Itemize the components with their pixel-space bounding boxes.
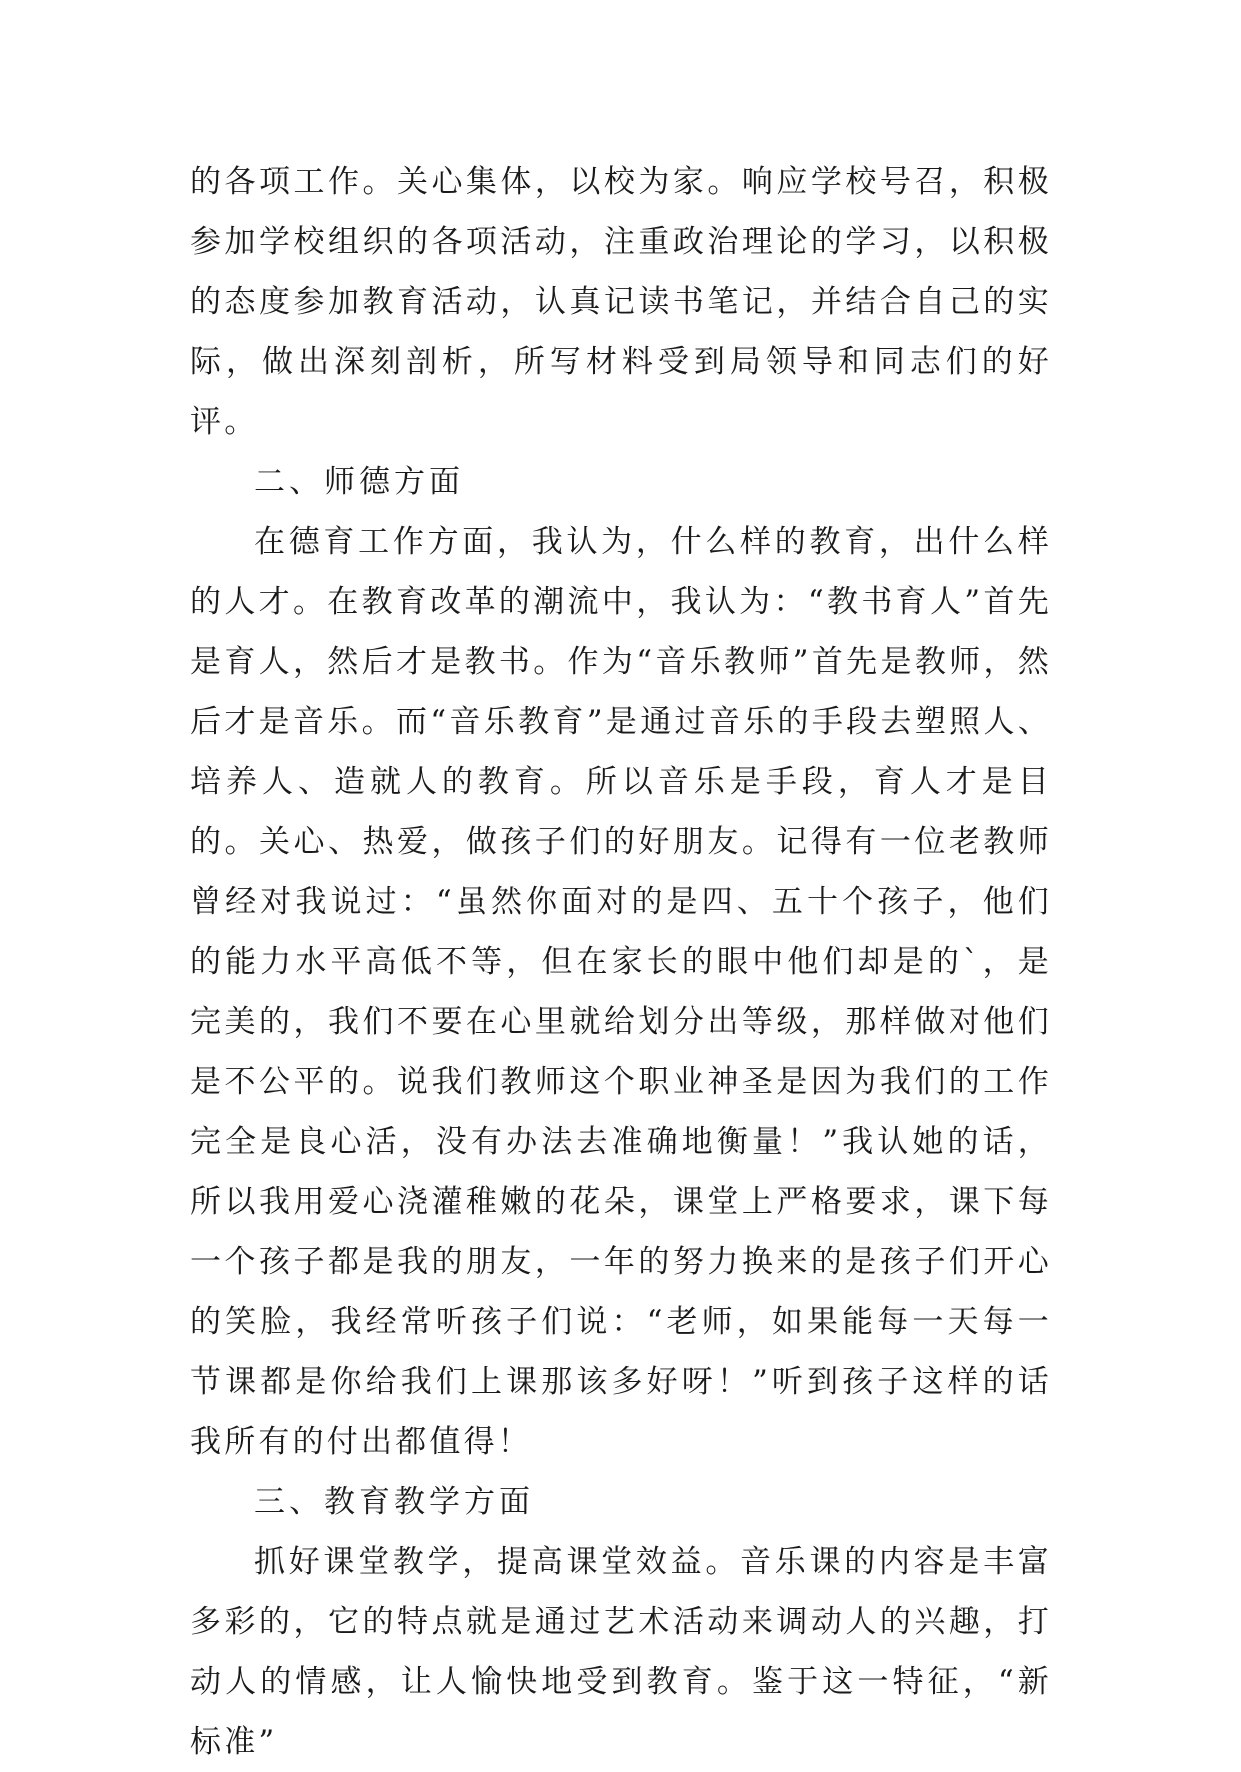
paragraph-classroom-teaching: 抓好课堂教学，提高课堂效益。音乐课的内容是丰富多彩的，它的特点就是通过艺术活动来调动人的兴趣，打动人的情感，让人愉快地受到教育。鉴于这一特征，“新标准” — [190, 1544, 1052, 1760]
section-heading-teaching: 三、教育教学方面 — [254, 1484, 534, 1520]
paragraph-moral-education: 在德育工作方面，我认为，什么样的教育，出什么样的人才。在教育改革的潮流中，我认为：“教书育人”首先是育人，然后才是教书。作为“音乐教师”首先是教师，然后才是音乐。而“音乐教育”是通过音乐的手段去塑照人、培养人、造就人的教育。所以音乐是手段，育人才是目的。关心、热爱，做孩子们的好朋友。记得有一位老教师曾经对我说过：“虽然你面对的是四、五十个孩子，他们的能力水平高低不等，但在家长的眼中他们却是的`，是完美的，我们不要在心里就给划分出等级，那样做对他们是不公平的。说我们教师这个职业神圣是因为我们的工作完全是良心活，没有办法去准确地衡量！”我认她的话，所以我用爱心浇灌稚嫩的花朵，课堂上严格要求，课下每一个孩子都是我的朋友，一年的努力换来的是孩子们开心的笑脸，我经常听孩子们说：“老师，如果能每一天每一节课都是你给我们上课那该多好呀！”听到孩子这样的话我所有的付出都值得！ — [190, 524, 1052, 1460]
paragraph-political-study: 的各项工作。关心集体，以校为家。响应学校号召，积极参加学校组织的各项活动，注重政治理论的学习，以积极的态度参加教育活动，认真记读书笔记，并结合自己的实际，做出深刻剖析，所写材料受到局领导和同志们的好评。 — [190, 164, 1052, 440]
document-body — [190, 152, 1052, 1772]
section-heading-teacher-ethics: 二、师德方面 — [254, 464, 464, 500]
